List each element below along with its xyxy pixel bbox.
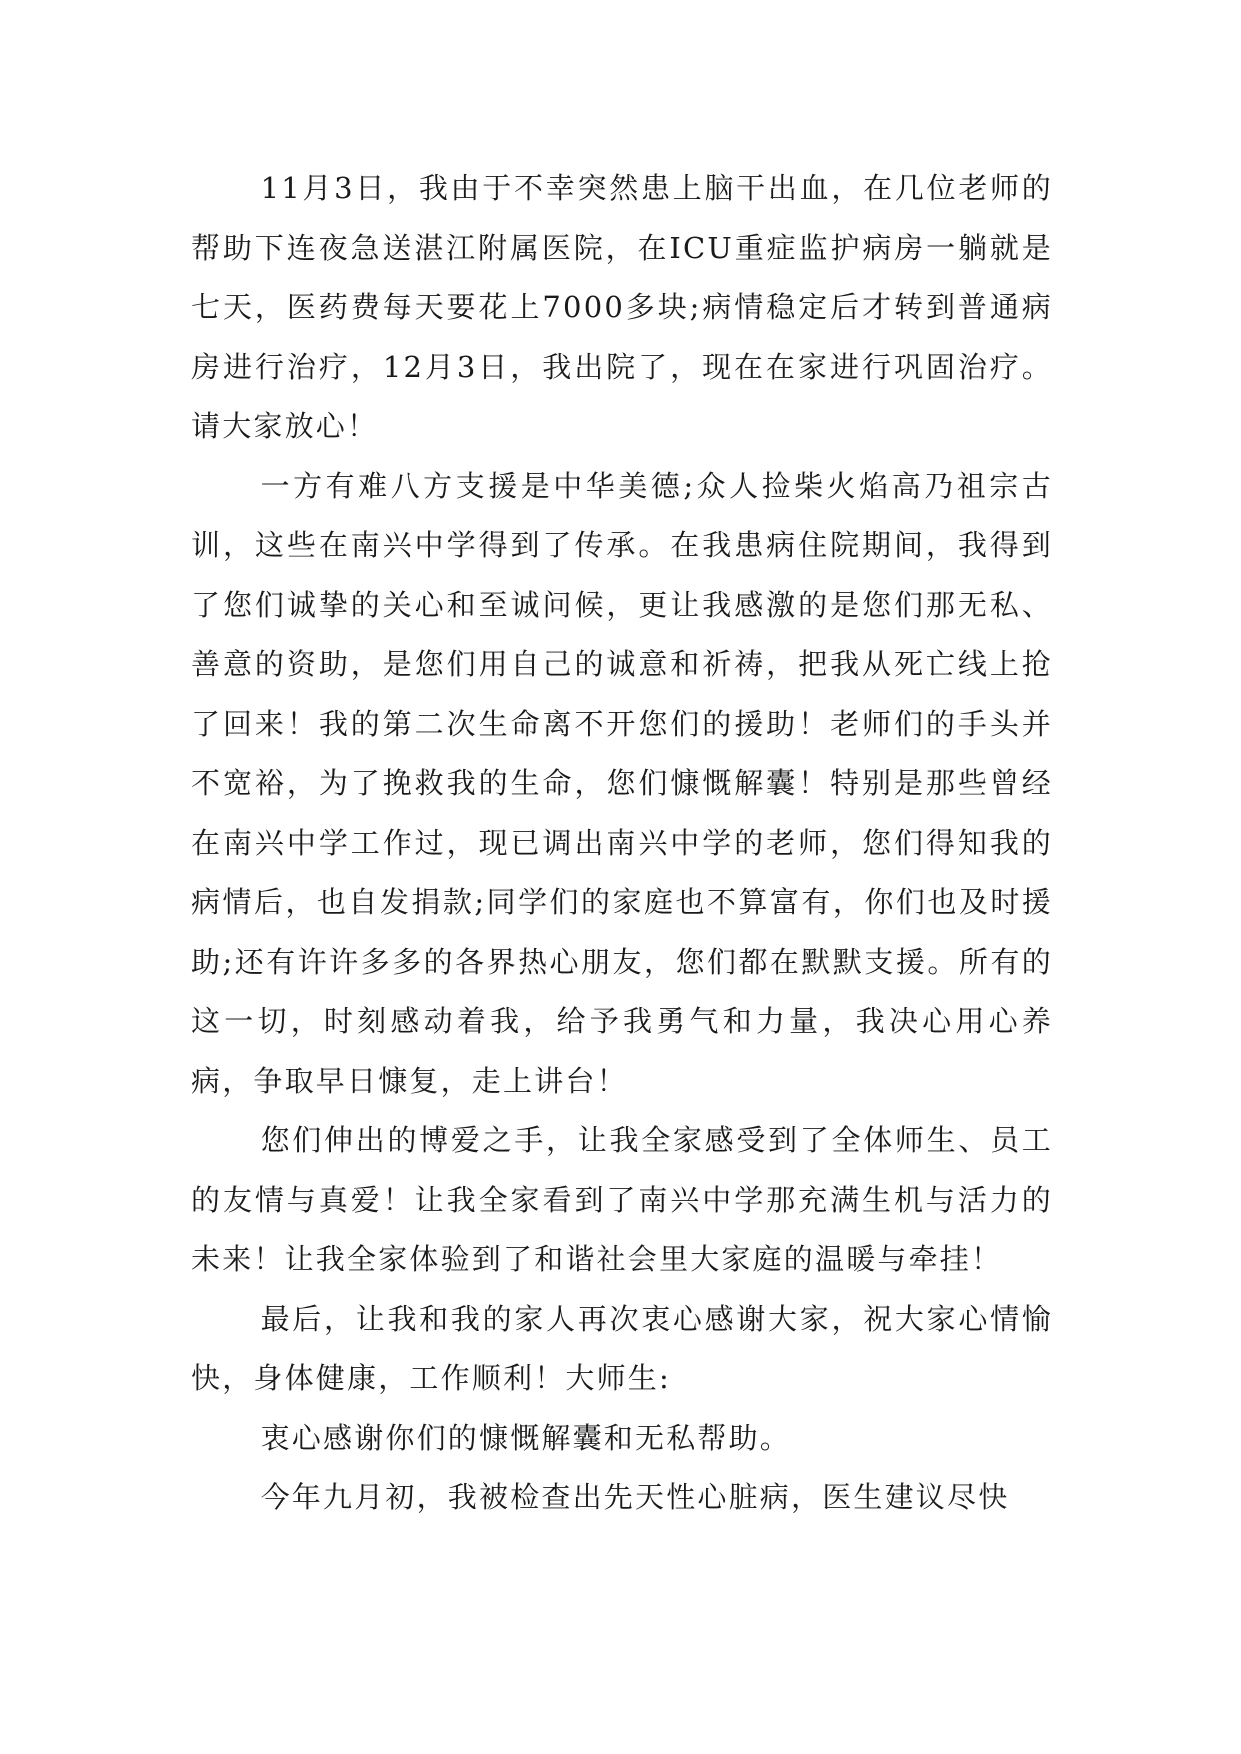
paragraph-closing-wishes: 最后，让我和我的家人再次衷心感谢大家，祝大家心情愉快，身体健康，工作顺利！大师生: — [191, 1301, 1053, 1395]
paragraph-thanks-line: 衷心感谢你们的慷慨解囊和无私帮助。 — [260, 1420, 791, 1455]
paragraph-new-letter-start: 今年九月初，我被检查出先天性心脏病，医生建议尽快 — [260, 1480, 1010, 1514]
paragraph-family-feeling: 您们伸出的博爱之手，让我全家感受到了全体师生、员工的友情与真爱！让我全家看到了南兴中学那充满生机与活力的未来！让我全家体验到了和谐社会里大家庭的温暖与牵挂！ — [191, 1123, 1053, 1276]
paragraph-gratitude-support: 一方有难八方支援是中华美德;众人捡柴火焰高乃祖宗古训，这些在南兴中学得到了传承。在我患病住院期间，我得到了您们诚挚的关心和至诚问候，更让我感激的是您们那无私、善意的资助，是您们用自己的诚意和祈祷，把我从死亡线上抢了回来！我的第二次生命离不开您们的援助！老师们的手头并不宽裕，为了挽救我的生命，您们慷慨解囊！特别是那些曾经在南兴中学工作过，现已调出南兴中学的老师，您们得知我的病情后，也自发捐款;同学们的家庭也不算富有，你们也及时援助;还有许许多多的各界热心朋友，您们都在默默支援。所有的这一切，时刻感动着我，给予我勇气和力量，我决心用心养病，争取早日慷复，走上讲台！ — [191, 468, 1053, 1098]
paragraph-illness-report: 11月3日，我由于不幸突然患上脑干出血，在几位老师的帮助下连夜急送湛江附属医院，在ICU重症监护病房一躺就是七天，医药费每天要花上7000多块;病情稳定后才转到普通病房进行治疗，12月3日，我出院了，现在在家进行巩固治疗。请大家放心！ — [191, 171, 1053, 443]
letter-body — [191, 159, 1053, 1528]
